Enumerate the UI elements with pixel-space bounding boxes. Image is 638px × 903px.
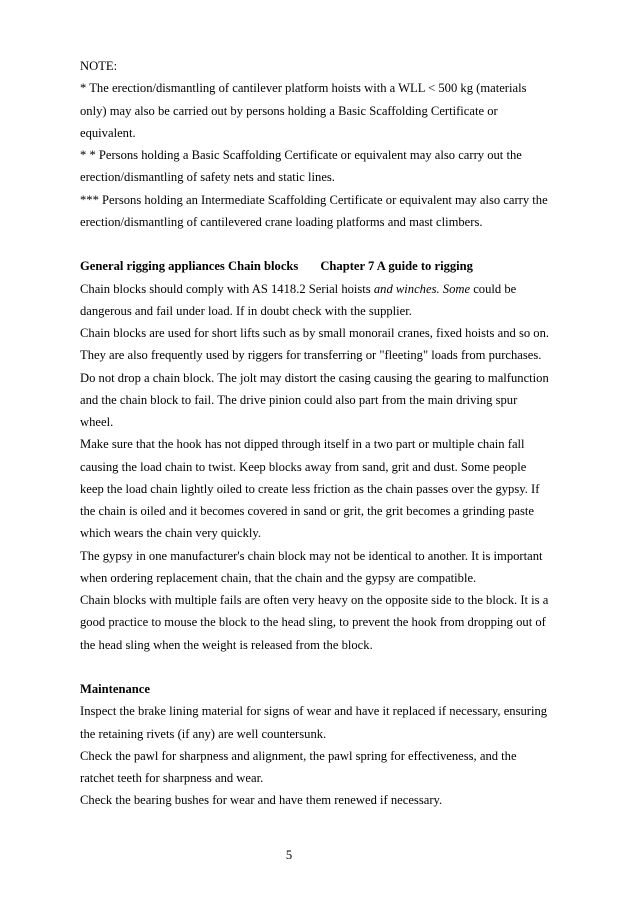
body-line: keep the load chain lightly oiled to create less friction as the chain passes over the gypsy. If bbox=[80, 481, 540, 496]
maintenance-section bbox=[80, 678, 570, 812]
paragraph-spacer bbox=[80, 656, 570, 678]
body-line: Check the bearing bushes for wear and have them renewed if necessary. bbox=[80, 793, 443, 808]
note-line: erection/dismantling of cantilevered crane loading platforms and mast climbers. bbox=[80, 214, 483, 229]
body-line: The gypsy in one manufacturer's chain block may not be identical to another. It is important bbox=[80, 548, 543, 563]
chain-blocks-section bbox=[80, 255, 570, 656]
italic-text: and winches. Some bbox=[373, 281, 471, 296]
body-line: the head sling when the weight is released from the block. bbox=[80, 637, 373, 652]
section-title: General rigging appliances Chain blocks bbox=[80, 259, 299, 274]
note-line: *** Persons holding an Intermediate Scaffolding Certificate or equivalent may also carry the bbox=[80, 192, 548, 207]
body-line: ratchet teeth for sharpness and wear. bbox=[80, 771, 264, 785]
note-line: erection/dismantling of safety nets and static lines. bbox=[80, 170, 335, 185]
section-heading bbox=[80, 255, 570, 277]
body-line bbox=[80, 278, 570, 300]
note-line: only) may also be carried out by persons holding a Basic Scaffolding Certificate or bbox=[80, 103, 498, 118]
paragraph-spacer bbox=[80, 233, 570, 255]
body-line: wheel. bbox=[80, 415, 114, 429]
chapter-reference: Chapter 7 A guide to rigging bbox=[320, 259, 473, 274]
body-text: Chain blocks should comply with AS 1418.2 Serial hoists bbox=[80, 281, 374, 296]
note-line: * The erection/dismantling of cantilever platform hoists with a WLL < 500 kg (materials bbox=[80, 81, 527, 96]
maintenance-heading: Maintenance bbox=[80, 682, 150, 696]
body-line: causing the load chain to twist. Keep blocks away from sand, grit and dust. Some people bbox=[80, 459, 527, 474]
body-line: when ordering replacement chain, that the chain and the gypsy are compatible. bbox=[80, 570, 477, 585]
body-line: dangerous and fail under load. If in doubt check with the supplier. bbox=[80, 303, 412, 318]
body-line: the retaining rivets (if any) are well countersunk. bbox=[80, 726, 327, 741]
note-line: * * Persons holding a Basic Scaffolding Certificate or equivalent may also carry out the bbox=[80, 148, 522, 162]
body-line: Chain blocks are used for short lifts such as by small monorail cranes, fixed hoists and so on. bbox=[80, 326, 550, 340]
body-line: They are also frequently used by riggers for transferring or "fleeting" loads from purchases. bbox=[80, 348, 542, 363]
body-line: which wears the chain very quickly. bbox=[80, 526, 262, 541]
body-line: and the chain block to fail. The drive pinion could also part from the main driving spur bbox=[80, 392, 518, 407]
body-text: could be bbox=[470, 281, 517, 296]
page-number: 5 bbox=[285, 848, 293, 862]
document-page bbox=[80, 55, 570, 812]
body-line: Do not drop a chain block. The jolt may distort the casing causing the gearing to malfunction bbox=[80, 370, 549, 385]
body-line: the chain is oiled and it becomes covered in sand or grit, the grit becomes a grinding paste bbox=[80, 504, 534, 518]
note-heading: NOTE: bbox=[80, 59, 118, 73]
note-line: equivalent. bbox=[80, 125, 136, 140]
body-line: Chain blocks with multiple fails are often very heavy on the opposite side to the block. It is a bbox=[80, 593, 549, 607]
note-section bbox=[80, 55, 570, 233]
body-line: Inspect the brake lining material for signs of wear and have it replaced if necessary, ensuring bbox=[80, 704, 548, 719]
body-line: good practice to mouse the block to the head sling, to prevent the hook from dropping out of bbox=[80, 615, 546, 630]
body-line: Check the pawl for sharpness and alignment, the pawl spring for effectiveness, and the bbox=[80, 748, 517, 763]
body-line: Make sure that the hook has not dipped through itself in a two part or multiple chain fall bbox=[80, 437, 525, 452]
